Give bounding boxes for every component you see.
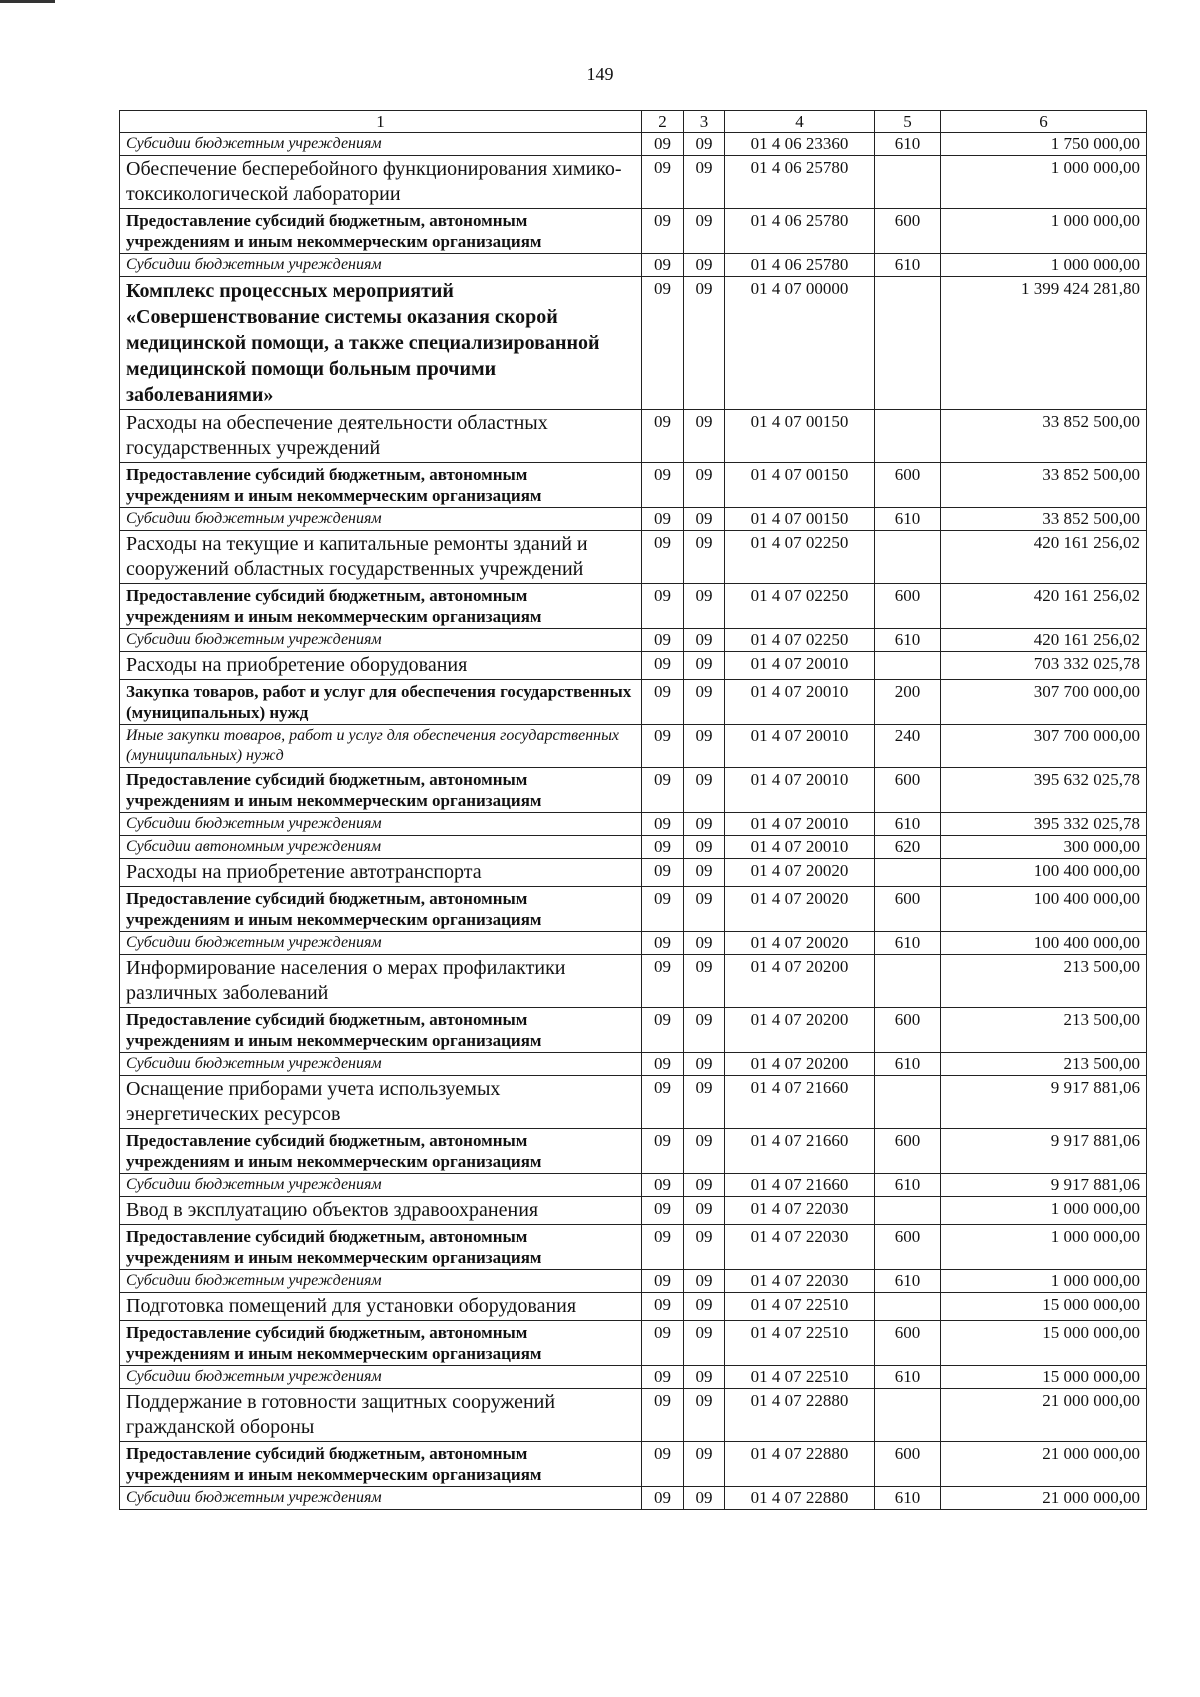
row-code-cell: 01 4 07 20020 bbox=[725, 932, 875, 955]
row-col3-cell: 09 bbox=[684, 584, 725, 629]
row-name-cell: Предоставление субсидий бюджетным, автономным учреждениям и иным некоммерческим организациям bbox=[120, 1129, 642, 1174]
table-row bbox=[120, 1008, 1147, 1053]
table-row bbox=[120, 1053, 1147, 1076]
header-cell: 6 bbox=[941, 111, 1147, 133]
row-col3-cell: 09 bbox=[684, 1487, 725, 1510]
row-amount-cell: 1 000 000,00 bbox=[941, 156, 1147, 209]
row-col2-cell: 09 bbox=[642, 1321, 684, 1366]
row-col3-cell: 09 bbox=[684, 859, 725, 887]
row-type-cell bbox=[875, 1076, 941, 1129]
row-type-cell bbox=[875, 277, 941, 410]
table-row bbox=[120, 254, 1147, 277]
row-type-cell bbox=[875, 156, 941, 209]
row-amount-cell: 1 399 424 281,80 bbox=[941, 277, 1147, 410]
row-code-cell: 01 4 07 20010 bbox=[725, 680, 875, 725]
row-col2-cell: 09 bbox=[642, 955, 684, 1008]
row-name-cell: Предоставление субсидий бюджетным, автономным учреждениям и иным некоммерческим организациям bbox=[120, 209, 642, 254]
row-code-cell: 01 4 07 22510 bbox=[725, 1366, 875, 1389]
row-code-cell: 01 4 07 20010 bbox=[725, 652, 875, 680]
row-name-cell: Комплекс процессных мероприятий «Совершенствование системы оказания скорой медицинской помощи, а также специализированной медицинской помощи больным прочими заболеваниями» bbox=[120, 277, 642, 410]
row-name-cell: Субсидии бюджетным учреждениям bbox=[120, 932, 642, 955]
row-col3-cell: 09 bbox=[684, 1366, 725, 1389]
table-row bbox=[120, 652, 1147, 680]
row-name-cell: Предоставление субсидий бюджетным, автономным учреждениям и иным некоммерческим организациям bbox=[120, 887, 642, 932]
row-col2-cell: 09 bbox=[642, 133, 684, 156]
row-amount-cell: 420 161 256,02 bbox=[941, 629, 1147, 652]
row-type-cell: 610 bbox=[875, 254, 941, 277]
table-row bbox=[120, 836, 1147, 859]
row-amount-cell: 9 917 881,06 bbox=[941, 1076, 1147, 1129]
row-name-cell: Субсидии бюджетным учреждениям bbox=[120, 508, 642, 531]
table-row bbox=[120, 932, 1147, 955]
row-name-cell: Информирование населения о мерах профилактики различных заболеваний bbox=[120, 955, 642, 1008]
row-col2-cell: 09 bbox=[642, 652, 684, 680]
row-name-cell: Поддержание в готовности защитных сооружений гражданской обороны bbox=[120, 1389, 642, 1442]
budget-table bbox=[119, 110, 1147, 1510]
row-col3-cell: 09 bbox=[684, 531, 725, 584]
row-col2-cell: 09 bbox=[642, 725, 684, 768]
table-row bbox=[120, 1442, 1147, 1487]
row-code-cell: 01 4 06 25780 bbox=[725, 156, 875, 209]
row-col3-cell: 09 bbox=[684, 1197, 725, 1225]
row-amount-cell: 1 000 000,00 bbox=[941, 1225, 1147, 1270]
row-col2-cell: 09 bbox=[642, 836, 684, 859]
row-code-cell: 01 4 07 22030 bbox=[725, 1197, 875, 1225]
row-col2-cell: 09 bbox=[642, 1225, 684, 1270]
row-name-cell: Ввод в эксплуатацию объектов здравоохранения bbox=[120, 1197, 642, 1225]
row-col2-cell: 09 bbox=[642, 859, 684, 887]
table-row bbox=[120, 725, 1147, 768]
row-amount-cell: 307 700 000,00 bbox=[941, 680, 1147, 725]
row-code-cell: 01 4 07 22510 bbox=[725, 1293, 875, 1321]
row-col2-cell: 09 bbox=[642, 1197, 684, 1225]
row-type-cell: 600 bbox=[875, 1442, 941, 1487]
row-name-cell: Обеспечение бесперебойного функционирования химико-токсикологической лаборатории bbox=[120, 156, 642, 209]
row-col2-cell: 09 bbox=[642, 1053, 684, 1076]
table-row bbox=[120, 508, 1147, 531]
table-row bbox=[120, 1389, 1147, 1442]
row-col3-cell: 09 bbox=[684, 156, 725, 209]
row-name-cell: Субсидии бюджетным учреждениям bbox=[120, 1053, 642, 1076]
row-name-cell: Расходы на обеспечение деятельности областных государственных учреждений bbox=[120, 410, 642, 463]
row-amount-cell: 15 000 000,00 bbox=[941, 1366, 1147, 1389]
row-amount-cell: 9 917 881,06 bbox=[941, 1174, 1147, 1197]
page-number: 149 bbox=[586, 64, 614, 84]
row-code-cell: 01 4 07 20010 bbox=[725, 813, 875, 836]
row-amount-cell: 307 700 000,00 bbox=[941, 725, 1147, 768]
row-amount-cell: 1 000 000,00 bbox=[941, 1270, 1147, 1293]
header-cell: 4 bbox=[725, 111, 875, 133]
row-col2-cell: 09 bbox=[642, 463, 684, 508]
row-code-cell: 01 4 07 00150 bbox=[725, 410, 875, 463]
row-amount-cell: 15 000 000,00 bbox=[941, 1321, 1147, 1366]
row-col3-cell: 09 bbox=[684, 932, 725, 955]
row-col2-cell: 09 bbox=[642, 508, 684, 531]
table-row bbox=[120, 1197, 1147, 1225]
row-code-cell: 01 4 07 22510 bbox=[725, 1321, 875, 1366]
table-row bbox=[120, 1270, 1147, 1293]
row-type-cell: 610 bbox=[875, 1174, 941, 1197]
row-col2-cell: 09 bbox=[642, 1366, 684, 1389]
row-amount-cell: 100 400 000,00 bbox=[941, 859, 1147, 887]
row-col3-cell: 09 bbox=[684, 955, 725, 1008]
row-type-cell bbox=[875, 859, 941, 887]
row-col2-cell: 09 bbox=[642, 584, 684, 629]
row-type-cell: 600 bbox=[875, 463, 941, 508]
row-col3-cell: 09 bbox=[684, 410, 725, 463]
row-col3-cell: 09 bbox=[684, 629, 725, 652]
table-row bbox=[120, 156, 1147, 209]
table-row bbox=[120, 955, 1147, 1008]
table-row bbox=[120, 859, 1147, 887]
row-col2-cell: 09 bbox=[642, 1008, 684, 1053]
table-row bbox=[120, 1225, 1147, 1270]
row-name-cell: Подготовка помещений для установки оборудования bbox=[120, 1293, 642, 1321]
row-amount-cell: 395 332 025,78 bbox=[941, 813, 1147, 836]
row-code-cell: 01 4 07 02250 bbox=[725, 584, 875, 629]
row-code-cell: 01 4 07 02250 bbox=[725, 629, 875, 652]
row-amount-cell: 420 161 256,02 bbox=[941, 584, 1147, 629]
row-col3-cell: 09 bbox=[684, 1129, 725, 1174]
table-row bbox=[120, 1366, 1147, 1389]
row-amount-cell: 100 400 000,00 bbox=[941, 887, 1147, 932]
row-code-cell: 01 4 07 22880 bbox=[725, 1442, 875, 1487]
row-col2-cell: 09 bbox=[642, 1442, 684, 1487]
row-name-cell: Субсидии бюджетным учреждениям bbox=[120, 254, 642, 277]
row-name-cell: Субсидии бюджетным учреждениям bbox=[120, 813, 642, 836]
table-row bbox=[120, 1321, 1147, 1366]
row-amount-cell: 33 852 500,00 bbox=[941, 410, 1147, 463]
table-row bbox=[120, 531, 1147, 584]
row-col3-cell: 09 bbox=[684, 680, 725, 725]
row-amount-cell: 213 500,00 bbox=[941, 955, 1147, 1008]
row-code-cell: 01 4 07 20010 bbox=[725, 836, 875, 859]
row-name-cell: Оснащение приборами учета используемых энергетических ресурсов bbox=[120, 1076, 642, 1129]
table-row bbox=[120, 768, 1147, 813]
table-row bbox=[120, 277, 1147, 410]
table-row bbox=[120, 463, 1147, 508]
row-col2-cell: 09 bbox=[642, 531, 684, 584]
row-col3-cell: 09 bbox=[684, 133, 725, 156]
row-amount-cell: 213 500,00 bbox=[941, 1008, 1147, 1053]
row-col3-cell: 09 bbox=[684, 1293, 725, 1321]
row-type-cell: 620 bbox=[875, 836, 941, 859]
row-name-cell: Предоставление субсидий бюджетным, автономным учреждениям и иным некоммерческим организациям bbox=[120, 1321, 642, 1366]
row-name-cell: Субсидии бюджетным учреждениям bbox=[120, 1270, 642, 1293]
row-name-cell: Субсидии бюджетным учреждениям bbox=[120, 133, 642, 156]
row-type-cell: 610 bbox=[875, 813, 941, 836]
row-col3-cell: 09 bbox=[684, 508, 725, 531]
row-name-cell: Субсидии бюджетным учреждениям bbox=[120, 629, 642, 652]
row-col2-cell: 09 bbox=[642, 1270, 684, 1293]
row-amount-cell: 9 917 881,06 bbox=[941, 1129, 1147, 1174]
row-amount-cell: 1 000 000,00 bbox=[941, 1197, 1147, 1225]
header-cell: 2 bbox=[642, 111, 684, 133]
row-code-cell: 01 4 06 23360 bbox=[725, 133, 875, 156]
row-code-cell: 01 4 07 20200 bbox=[725, 955, 875, 1008]
table-row bbox=[120, 133, 1147, 156]
row-amount-cell: 100 400 000,00 bbox=[941, 932, 1147, 955]
row-amount-cell: 21 000 000,00 bbox=[941, 1389, 1147, 1442]
row-code-cell: 01 4 07 20200 bbox=[725, 1053, 875, 1076]
row-col2-cell: 09 bbox=[642, 813, 684, 836]
row-type-cell: 240 bbox=[875, 725, 941, 768]
row-type-cell: 610 bbox=[875, 1270, 941, 1293]
row-col2-cell: 09 bbox=[642, 277, 684, 410]
row-amount-cell: 21 000 000,00 bbox=[941, 1442, 1147, 1487]
row-code-cell: 01 4 07 00150 bbox=[725, 463, 875, 508]
table-row bbox=[120, 1129, 1147, 1174]
row-amount-cell: 15 000 000,00 bbox=[941, 1293, 1147, 1321]
table-row bbox=[120, 1293, 1147, 1321]
row-code-cell: 01 4 06 25780 bbox=[725, 209, 875, 254]
header-cell: 3 bbox=[684, 111, 725, 133]
row-col2-cell: 09 bbox=[642, 1293, 684, 1321]
row-code-cell: 01 4 07 00150 bbox=[725, 508, 875, 531]
row-col2-cell: 09 bbox=[642, 680, 684, 725]
row-col3-cell: 09 bbox=[684, 652, 725, 680]
row-col2-cell: 09 bbox=[642, 932, 684, 955]
table-row bbox=[120, 209, 1147, 254]
table-body bbox=[120, 133, 1147, 1510]
row-amount-cell: 1 750 000,00 bbox=[941, 133, 1147, 156]
row-name-cell: Предоставление субсидий бюджетным, автономным учреждениям и иным некоммерческим организациям bbox=[120, 463, 642, 508]
header-row bbox=[120, 111, 1147, 133]
row-code-cell: 01 4 07 20010 bbox=[725, 768, 875, 813]
row-col2-cell: 09 bbox=[642, 1174, 684, 1197]
row-code-cell: 01 4 07 20020 bbox=[725, 887, 875, 932]
row-col3-cell: 09 bbox=[684, 1225, 725, 1270]
row-amount-cell: 420 161 256,02 bbox=[941, 531, 1147, 584]
row-col3-cell: 09 bbox=[684, 813, 725, 836]
row-type-cell: 600 bbox=[875, 584, 941, 629]
row-amount-cell: 300 000,00 bbox=[941, 836, 1147, 859]
row-col3-cell: 09 bbox=[684, 1270, 725, 1293]
row-type-cell: 200 bbox=[875, 680, 941, 725]
row-code-cell: 01 4 06 25780 bbox=[725, 254, 875, 277]
row-type-cell bbox=[875, 1197, 941, 1225]
row-code-cell: 01 4 07 22030 bbox=[725, 1225, 875, 1270]
row-col3-cell: 09 bbox=[684, 836, 725, 859]
table-row bbox=[120, 1174, 1147, 1197]
row-name-cell: Предоставление субсидий бюджетным, автономным учреждениям и иным некоммерческим организациям bbox=[120, 1008, 642, 1053]
row-col2-cell: 09 bbox=[642, 1389, 684, 1442]
row-col3-cell: 09 bbox=[684, 209, 725, 254]
table-row bbox=[120, 1076, 1147, 1129]
row-name-cell: Предоставление субсидий бюджетным, автономным учреждениям и иным некоммерческим организациям bbox=[120, 1442, 642, 1487]
row-type-cell: 610 bbox=[875, 1487, 941, 1510]
row-name-cell: Расходы на приобретение автотранспорта bbox=[120, 859, 642, 887]
table-row bbox=[120, 410, 1147, 463]
row-name-cell: Субсидии бюджетным учреждениям bbox=[120, 1487, 642, 1510]
row-type-cell bbox=[875, 410, 941, 463]
row-amount-cell: 33 852 500,00 bbox=[941, 508, 1147, 531]
row-col3-cell: 09 bbox=[684, 254, 725, 277]
row-type-cell: 600 bbox=[875, 887, 941, 932]
row-col2-cell: 09 bbox=[642, 768, 684, 813]
row-type-cell bbox=[875, 955, 941, 1008]
row-col2-cell: 09 bbox=[642, 209, 684, 254]
row-col2-cell: 09 bbox=[642, 410, 684, 463]
row-type-cell: 600 bbox=[875, 768, 941, 813]
row-col3-cell: 09 bbox=[684, 1076, 725, 1129]
row-code-cell: 01 4 07 21660 bbox=[725, 1076, 875, 1129]
row-code-cell: 01 4 07 22880 bbox=[725, 1487, 875, 1510]
row-code-cell: 01 4 07 21660 bbox=[725, 1129, 875, 1174]
row-name-cell: Расходы на текущие и капитальные ремонты зданий и сооружений областных государственных учреждений bbox=[120, 531, 642, 584]
row-type-cell bbox=[875, 1389, 941, 1442]
row-type-cell bbox=[875, 1293, 941, 1321]
row-col3-cell: 09 bbox=[684, 1442, 725, 1487]
row-type-cell: 610 bbox=[875, 1366, 941, 1389]
row-type-cell: 600 bbox=[875, 1225, 941, 1270]
row-col2-cell: 09 bbox=[642, 1487, 684, 1510]
row-code-cell: 01 4 07 02250 bbox=[725, 531, 875, 584]
row-col2-cell: 09 bbox=[642, 629, 684, 652]
row-col3-cell: 09 bbox=[684, 1008, 725, 1053]
row-type-cell bbox=[875, 652, 941, 680]
row-col3-cell: 09 bbox=[684, 725, 725, 768]
row-name-cell: Предоставление субсидий бюджетным, автономным учреждениям и иным некоммерческим организациям bbox=[120, 768, 642, 813]
row-code-cell: 01 4 07 22880 bbox=[725, 1389, 875, 1442]
row-type-cell: 610 bbox=[875, 932, 941, 955]
row-type-cell: 600 bbox=[875, 1008, 941, 1053]
row-amount-cell: 213 500,00 bbox=[941, 1053, 1147, 1076]
row-col3-cell: 09 bbox=[684, 1174, 725, 1197]
table-row bbox=[120, 584, 1147, 629]
row-amount-cell: 21 000 000,00 bbox=[941, 1487, 1147, 1510]
row-name-cell: Субсидии автономным учреждениям bbox=[120, 836, 642, 859]
row-code-cell: 01 4 07 21660 bbox=[725, 1174, 875, 1197]
table-row bbox=[120, 1487, 1147, 1510]
table-row bbox=[120, 887, 1147, 932]
row-name-cell: Предоставление субсидий бюджетным, автономным учреждениям и иным некоммерческим организациям bbox=[120, 1225, 642, 1270]
row-code-cell: 01 4 07 22030 bbox=[725, 1270, 875, 1293]
header-cell: 1 bbox=[120, 111, 642, 133]
row-name-cell: Закупка товаров, работ и услуг для обеспечения государственных (муниципальных) нужд bbox=[120, 680, 642, 725]
row-col3-cell: 09 bbox=[684, 277, 725, 410]
row-amount-cell: 1 000 000,00 bbox=[941, 254, 1147, 277]
row-type-cell bbox=[875, 531, 941, 584]
row-type-cell: 610 bbox=[875, 133, 941, 156]
row-name-cell: Субсидии бюджетным учреждениям bbox=[120, 1366, 642, 1389]
row-amount-cell: 703 332 025,78 bbox=[941, 652, 1147, 680]
row-code-cell: 01 4 07 20020 bbox=[725, 859, 875, 887]
row-code-cell: 01 4 07 20010 bbox=[725, 725, 875, 768]
row-col2-cell: 09 bbox=[642, 1129, 684, 1174]
scan-edge-mark bbox=[0, 0, 55, 3]
row-col3-cell: 09 bbox=[684, 1321, 725, 1366]
row-amount-cell: 395 632 025,78 bbox=[941, 768, 1147, 813]
row-type-cell: 600 bbox=[875, 1321, 941, 1366]
row-col3-cell: 09 bbox=[684, 1389, 725, 1442]
row-col2-cell: 09 bbox=[642, 887, 684, 932]
row-col2-cell: 09 bbox=[642, 1076, 684, 1129]
row-code-cell: 01 4 07 00000 bbox=[725, 277, 875, 410]
table-row bbox=[120, 680, 1147, 725]
row-type-cell: 610 bbox=[875, 1053, 941, 1076]
row-type-cell: 610 bbox=[875, 508, 941, 531]
row-name-cell: Субсидии бюджетным учреждениям bbox=[120, 1174, 642, 1197]
row-name-cell: Предоставление субсидий бюджетным, автономным учреждениям и иным некоммерческим организациям bbox=[120, 584, 642, 629]
row-col2-cell: 09 bbox=[642, 156, 684, 209]
row-type-cell: 600 bbox=[875, 209, 941, 254]
row-code-cell: 01 4 07 20200 bbox=[725, 1008, 875, 1053]
row-amount-cell: 1 000 000,00 bbox=[941, 209, 1147, 254]
row-col3-cell: 09 bbox=[684, 768, 725, 813]
row-col2-cell: 09 bbox=[642, 254, 684, 277]
row-name-cell: Иные закупки товаров, работ и услуг для обеспечения государственных (муниципальных) нужд bbox=[120, 725, 642, 768]
table-row bbox=[120, 813, 1147, 836]
table-row bbox=[120, 629, 1147, 652]
row-name-cell: Расходы на приобретение оборудования bbox=[120, 652, 642, 680]
row-col3-cell: 09 bbox=[684, 1053, 725, 1076]
row-amount-cell: 33 852 500,00 bbox=[941, 463, 1147, 508]
row-col3-cell: 09 bbox=[684, 463, 725, 508]
row-type-cell: 600 bbox=[875, 1129, 941, 1174]
row-col3-cell: 09 bbox=[684, 887, 725, 932]
row-type-cell: 610 bbox=[875, 629, 941, 652]
header-cell: 5 bbox=[875, 111, 941, 133]
